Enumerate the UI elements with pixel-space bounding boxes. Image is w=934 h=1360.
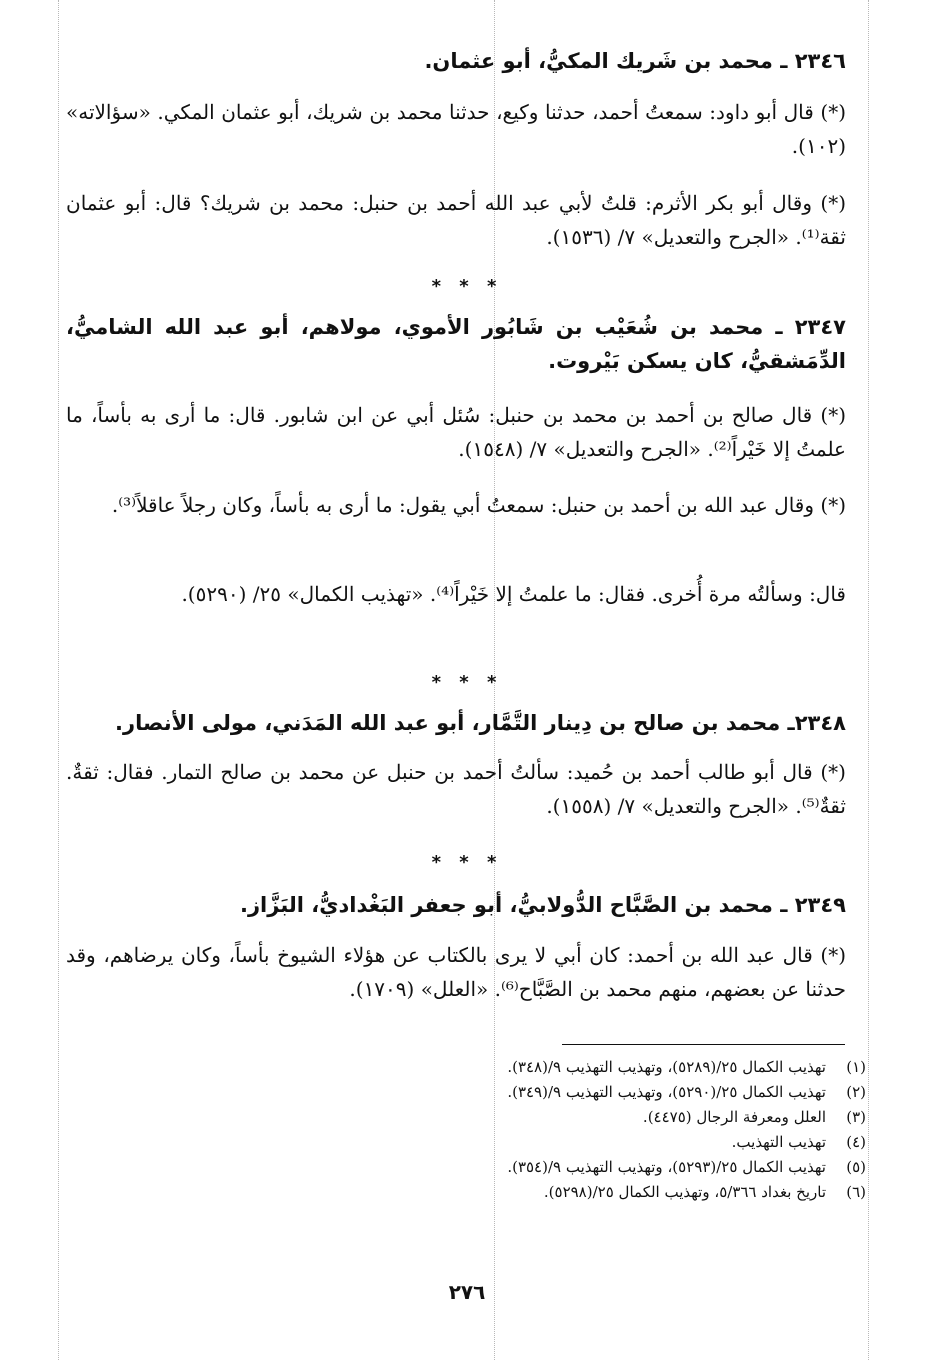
footnote-number: (٥) — [846, 1158, 866, 1176]
footnote — [66, 1080, 866, 1105]
entry-heading: ٢٣٤٩ ـ محمد بن الصَّبَّاح الدُّولابيُّ، أبو جعفر البَغْداديُّ، البَزَّاز. — [239, 893, 846, 917]
narration-text: (*) وقال أبو بكر الأثرم: قلتُ لأبي عبد الله أحمد بن حنبل: محمد بن شريك؟ قال: أبو عثمان ثقة⁽¹⁾. «الجرح والتعديل» ٧/ (١٥٣٦). — [66, 191, 846, 249]
narration-text: (*) قال صالح بن أحمد بن محمد بن حنبل: سُئل أبي عن ابن شابور. قال: ما أرى به بأساً، ما علمتُ إلا خَيْراً⁽²⁾. «الجرح والتعديل» ٧/ (١٥٤٨). — [66, 403, 846, 461]
entry-paragraph — [66, 755, 846, 823]
narration-text: (*) قال عبد الله بن أحمد: كان أبي لا يرى بالكتاب عن هؤلاء الشيوخ بأساً، وكان يرضاهم، وقد حدثنا عن بعضهم، منهم محمد بن الصَّبَّاح⁽⁶⁾. «العلل» (١٧٠٩). — [66, 943, 846, 1001]
narration-text: قال: وسألتُه مرة أُخرى. فقال: ما علمتُ إلا خَيْراً⁽⁴⁾. «تهذيب الكمال» ٢٥/ (٥٢٩٠). — [181, 582, 846, 606]
narration-text: (*) قال أبو طالب أحمد بن حُميد: سألتُ أحمد بن حنبل عن محمد بن صالح التمار. فقال: ثقةٌ. ثقةٌ⁽⁵⁾. «الجرح والتعديل» ٧/ (١٥٥٨). — [66, 760, 846, 818]
entry-paragraph — [66, 577, 846, 611]
footnote-rule — [562, 1044, 845, 1045]
entry-paragraph — [66, 186, 846, 254]
footnote-number: (٤) — [846, 1133, 866, 1151]
footnote-text: العلل ومعرفة الرجال (٤٤٧٥). — [642, 1108, 826, 1126]
section-separator: * * * — [431, 276, 503, 297]
footnote-number: (١) — [846, 1058, 866, 1076]
footnote — [66, 1155, 866, 1180]
page-number: ٢٧٦ — [448, 1280, 486, 1304]
footnote-text: تهذيب التهذيب. — [731, 1133, 826, 1151]
section-separator: * * * — [431, 672, 503, 693]
footnotes — [66, 1055, 866, 1205]
footnote-number: (٦) — [846, 1183, 866, 1201]
footnote-text: تهذيب الكمال ٢٥/(٥٢٩٣)، وتهذيب التهذيب ٩/(٣٥٤). — [507, 1158, 826, 1176]
entry-paragraph — [66, 95, 846, 163]
entry-2348 — [66, 706, 846, 740]
entry-heading: ٢٣٤٧ ـ محمد بن شُعَيْب بن شَابُور الأموي، مولاهم، أبو عبد الله الشاميُّ، الدِّمَشقيُّ، كان يسكن بَيْروت. — [66, 315, 846, 373]
entry-2346 — [66, 44, 846, 78]
footnote-text: تهذيب الكمال ٢٥/(٥٢٩٠)، وتهذيب التهذيب ٩/(٣٤٩). — [507, 1083, 826, 1101]
entry-2349 — [66, 888, 846, 922]
footnote — [66, 1180, 866, 1205]
narration-text: (*) قال أبو داود: سمعتُ أحمد، حدثنا وكيع، حدثنا محمد بن شريك، أبو عثمان المكي. «سؤالاته» (١٠٢). — [66, 100, 846, 158]
narration-text: (*) وقال عبد الله بن أحمد بن حنبل: سمعتُ أبي يقول: ما أرى به بأساً، وكان رجلاً عاقلاً⁽³⁾. — [111, 493, 846, 517]
footnote — [66, 1055, 866, 1080]
footnote — [66, 1105, 866, 1130]
entry-heading: ٢٣٤٦ ـ محمد بن شَريك المكيُّ، أبو عثمان. — [424, 49, 846, 73]
footnote-number: (٣) — [846, 1108, 866, 1126]
entry-paragraph — [66, 398, 846, 466]
entry-heading: ٢٣٤٨ـ محمد بن صالح بن دِينار التَّمَّار، أبو عبد الله المَدَني، مولى الأنصار. — [115, 711, 846, 735]
entry-2347 — [66, 310, 846, 378]
footnote-number: (٢) — [846, 1083, 866, 1101]
entry-paragraph — [66, 488, 846, 522]
footnote-text: تهذيب الكمال ٢٥/(٥٢٨٩)، وتهذيب التهذيب ٩/(٣٤٨). — [507, 1058, 826, 1076]
footnote-text: تاريخ بغداد ٥/٣٦٦، وتهذيب الكمال ٢٥/(٥٢٩٨). — [543, 1183, 826, 1201]
footnote — [66, 1130, 866, 1155]
entry-paragraph — [66, 938, 846, 1006]
section-separator: * * * — [431, 852, 503, 873]
